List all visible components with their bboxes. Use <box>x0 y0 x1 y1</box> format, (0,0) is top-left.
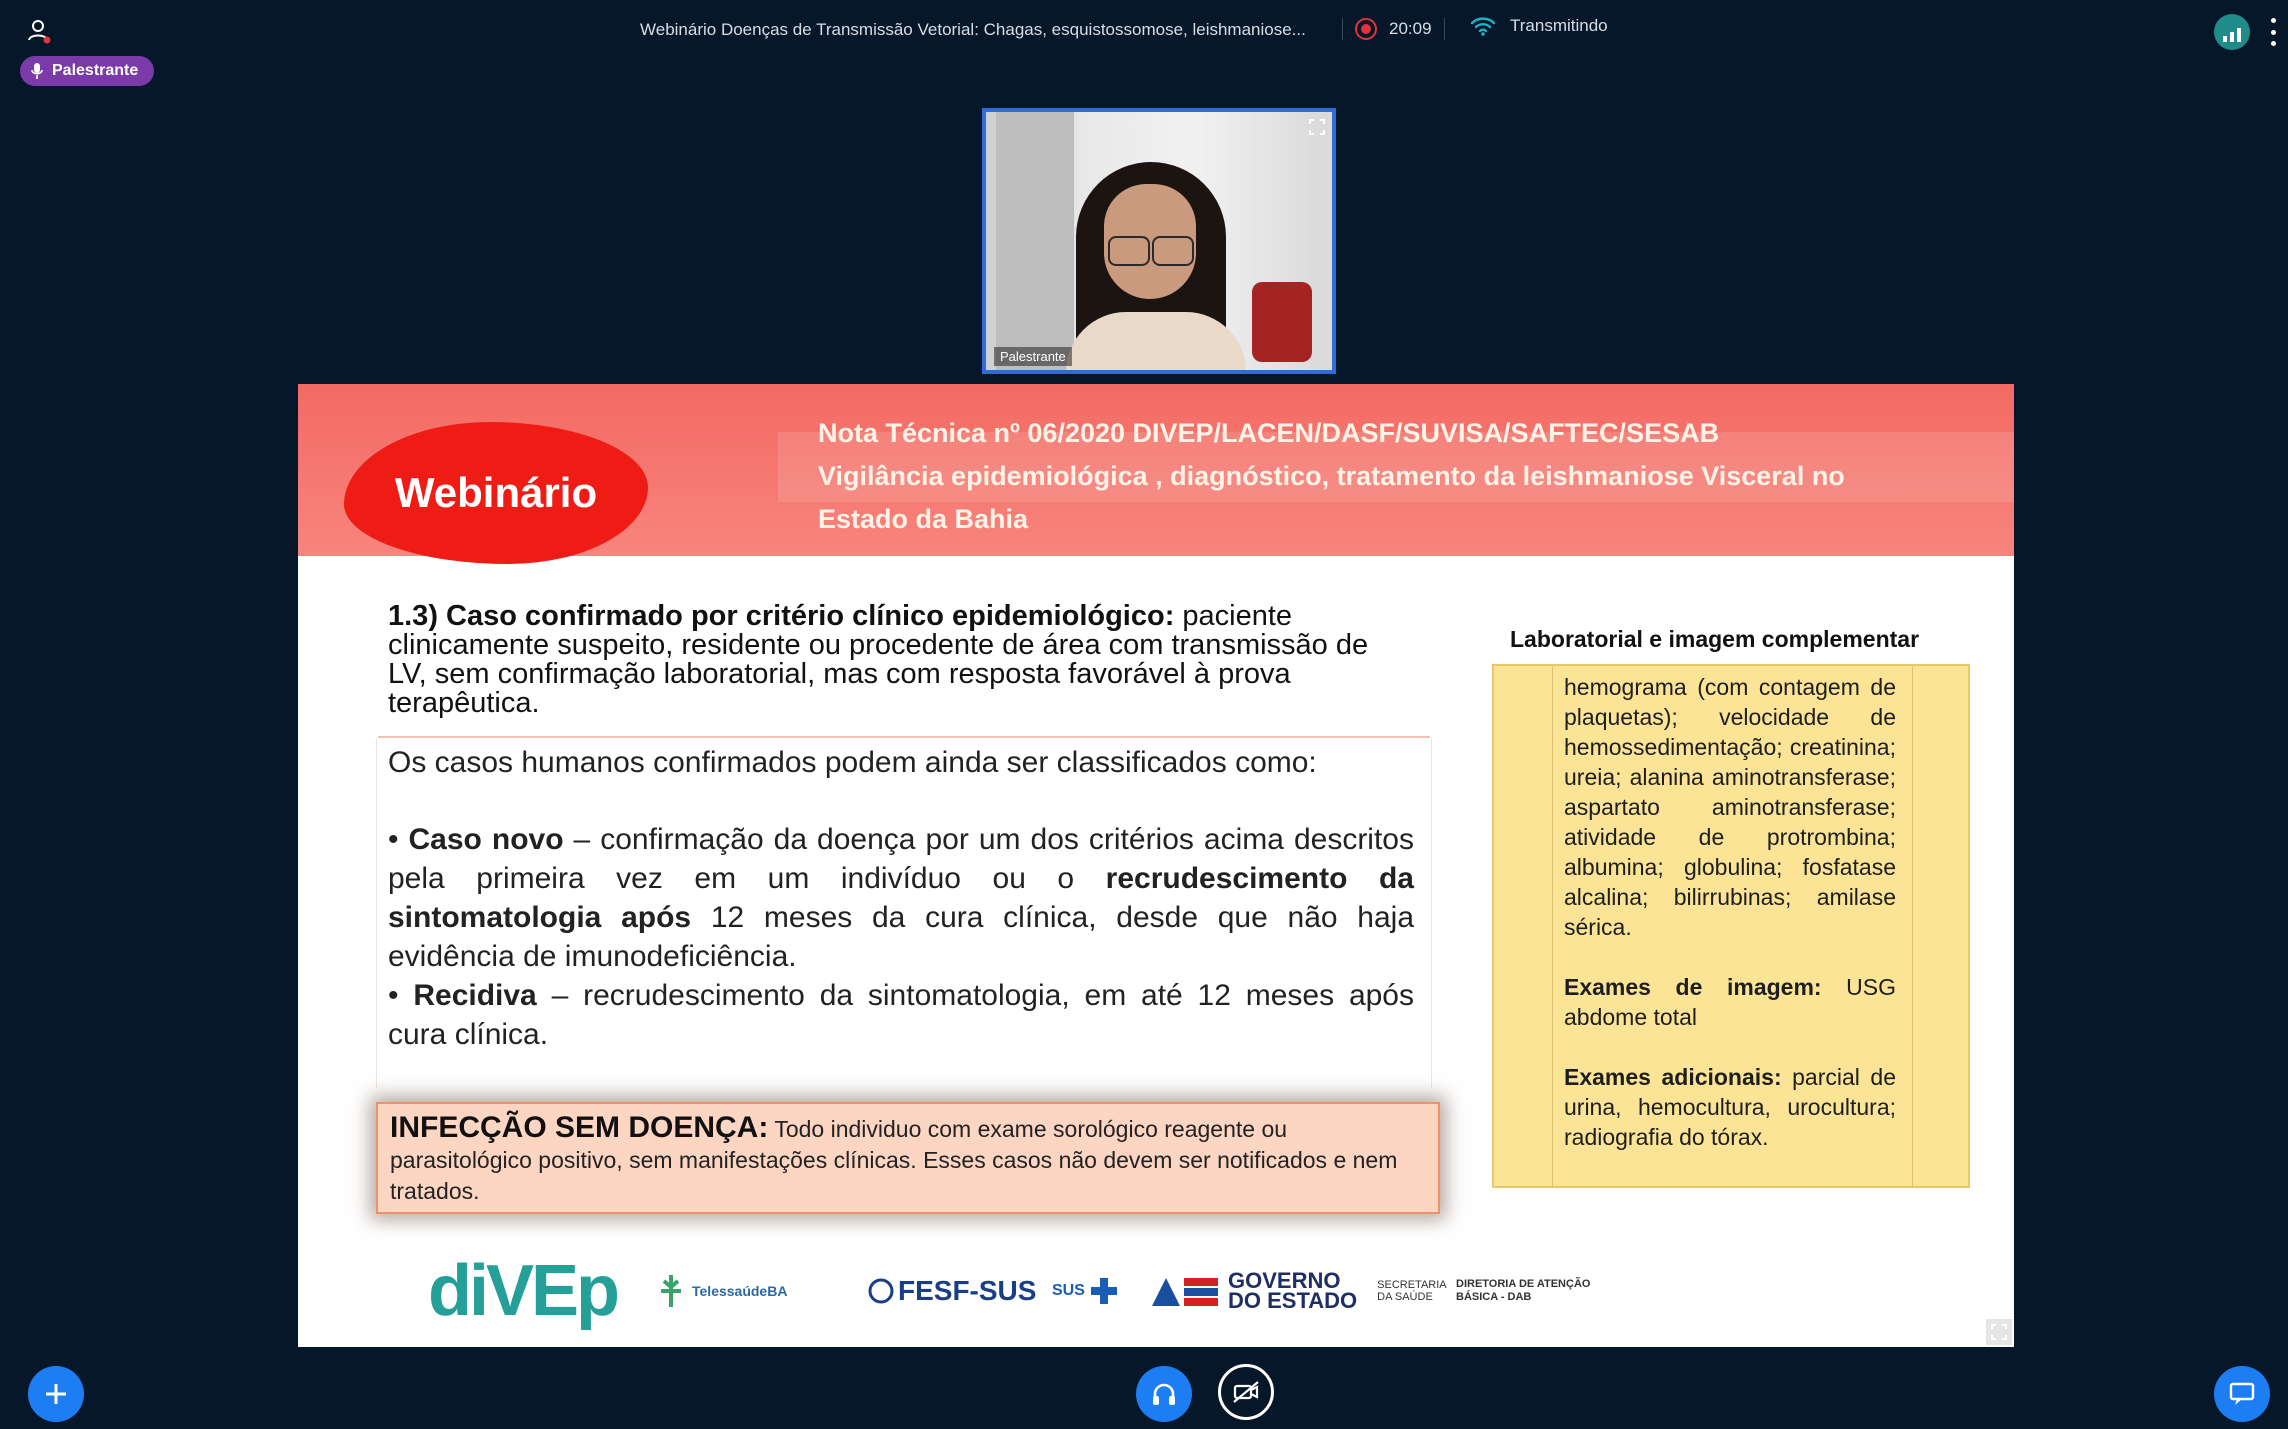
secretaria-name: SECRETARIA DA SAÚDE <box>1377 1279 1447 1303</box>
slide-title-line: Nota Técnica nº 06/2020 DIVEP/LACEN/DASF/SUVISA/SAFTEC/SESAB <box>818 418 1720 448</box>
slide-title-line: Estado da Bahia <box>818 504 1029 534</box>
plus-cross-icon <box>1089 1276 1119 1306</box>
additional-label: Exames adicionais: <box>1564 1064 1782 1090</box>
governo-name <box>1228 1268 1358 1313</box>
microphone-icon <box>30 62 44 80</box>
video-label: Palestrante <box>994 347 1072 366</box>
sus-logo <box>1052 1256 1119 1326</box>
logo-strip <box>428 1251 1928 1331</box>
telessaude-name: TelessaúdeBA <box>692 1283 788 1299</box>
table-line <box>1912 666 1913 1186</box>
fesf-icon <box>868 1278 894 1304</box>
slide-title-line: Vigilância epidemiológica , diagnóstico, tratamento da leishmaniose Visceral no <box>818 461 1845 491</box>
expand-icon[interactable] <box>1986 1319 2012 1345</box>
video-off-icon[interactable] <box>1218 1364 1274 1420</box>
bullet-term: Recidiva <box>413 979 537 1012</box>
divep-logo: diVEp <box>428 1251 618 1331</box>
lab-content <box>1564 672 1896 1182</box>
governo-name-line: GOVERNO <box>1228 1268 1341 1293</box>
imaging-label: Exames de imagem: <box>1564 974 1822 1000</box>
infection-text: Todo individuo com exame sorológico reagente ou parasitológico positivo, sem manifestações clínicas. Esses casos não devem ser notificados e nem tratados. <box>390 1116 1398 1204</box>
bullet-text: – confirmação da doença por um dos critérios acima descritos pela primeira vez em um indivíduo ou o <box>388 823 1414 895</box>
role-badge-label: Palestrante <box>52 62 139 79</box>
presenter-video[interactable] <box>982 108 1336 374</box>
webinar-badge: Webinário <box>344 422 648 564</box>
slide-title <box>818 412 1968 541</box>
plus-icon[interactable] <box>28 1366 84 1422</box>
video-background <box>1252 282 1312 362</box>
fesf-logo <box>868 1256 1036 1326</box>
stream-status <box>1470 16 1608 36</box>
criterion-title: 1.3) Caso confirmado por critério clínico epidemiológico: <box>388 600 1175 632</box>
meeting-title: Webinário Doenças de Transmissão Vetorial: Chagas, esquistossomose, leishmaniose... <box>640 20 1306 39</box>
chat-icon[interactable] <box>2214 1366 2270 1422</box>
menu-icon[interactable] <box>2268 18 2278 46</box>
telessaude-icon <box>656 1271 686 1311</box>
record-icon <box>1355 18 1377 40</box>
signal-icon[interactable] <box>2214 14 2250 50</box>
bullet-text: – recrudescimento da sintomatologia, em até 12 meses após cura clínica. <box>388 979 1414 1051</box>
infection-callout <box>376 1102 1440 1214</box>
bullet-relapse: • Recidiva – recrudescimento da sintomatologia, em até 12 meses após cura clínica. <box>388 979 1414 1051</box>
lab-title: Laboratorial e imagem complementar <box>1510 626 1920 652</box>
recording-status <box>1342 18 1445 40</box>
presenter-figure <box>1066 312 1246 374</box>
slide-header <box>298 384 2014 556</box>
bahia-flag-icon <box>1150 1274 1220 1308</box>
diretoria-name: DIRETORIA DE ATENÇÃO BÁSICA - DAB <box>1456 1278 1591 1303</box>
wifi-icon <box>1470 16 1496 36</box>
presenter-figure <box>1108 236 1150 266</box>
criterion-body: paciente clinicamente suspeito, residente ou procedente de área com transmissão de LV, sem confirmação laboratorial, mas com resposta favorável à prova terapêutica. <box>388 600 1369 719</box>
recording-timer: 20:09 <box>1389 19 1432 38</box>
presentation-slide <box>298 384 2014 1347</box>
headphones-icon[interactable] <box>1136 1366 1192 1422</box>
lab-exams: hemograma (com contagem de plaquetas); velocidade de hemossedimentação; creatinina; ureia; alanina aminotransferase; aspartato aminotransferase; atividade de protrombina; albumina; globulina; fosfatase alcalina; bilirrubinas; amilase sérica. <box>1564 674 1896 940</box>
role-badge <box>20 56 154 86</box>
imaging-exams <box>1564 972 1896 1032</box>
bullet-bold-text: recrudescimento da sintomatologia após <box>388 862 1414 934</box>
expand-icon[interactable] <box>1308 118 1326 136</box>
stream-status-label: Transmitindo <box>1510 16 1608 35</box>
user-icon[interactable] <box>26 18 52 44</box>
additional-exams <box>1564 1062 1896 1152</box>
divider <box>1342 18 1343 40</box>
fesf-name: FESF-SUS <box>898 1275 1037 1306</box>
classification-intro: Os casos humanos confirmados podem ainda ser classificados como: <box>388 746 1317 779</box>
governo-logo <box>1150 1256 1457 1326</box>
sus-name: SUS <box>1052 1282 1085 1299</box>
bullet-term: Caso novo <box>408 823 564 856</box>
divider <box>1444 18 1445 40</box>
telessaude-logo <box>656 1256 787 1326</box>
imaging-text: USG abdome total <box>1564 974 1896 1030</box>
presenter-figure <box>1152 236 1194 266</box>
criterion-paragraph <box>388 602 1388 718</box>
governo-name-line: DO ESTADO <box>1228 1288 1358 1313</box>
bullet-new-case: • Caso novo – confirmação da doença por um dos critérios acima descritos pela primeira vez em um indivíduo ou o recrudescimento da sintomatologia após 12 meses da cura clínica, desde que não haja evidência de imunodeficiência. <box>388 823 1415 973</box>
additional-text: parcial de urina, hemocultura, urocultura; radiografia do tórax. <box>1564 1064 1896 1150</box>
video-background <box>996 112 1074 370</box>
bullet-text: 12 meses da cura clínica, desde que não haja evidência de imunodeficiência. <box>388 901 1415 973</box>
table-line <box>1552 666 1553 1186</box>
infection-title: INFECÇÃO SEM DOENÇA: <box>390 1111 769 1144</box>
